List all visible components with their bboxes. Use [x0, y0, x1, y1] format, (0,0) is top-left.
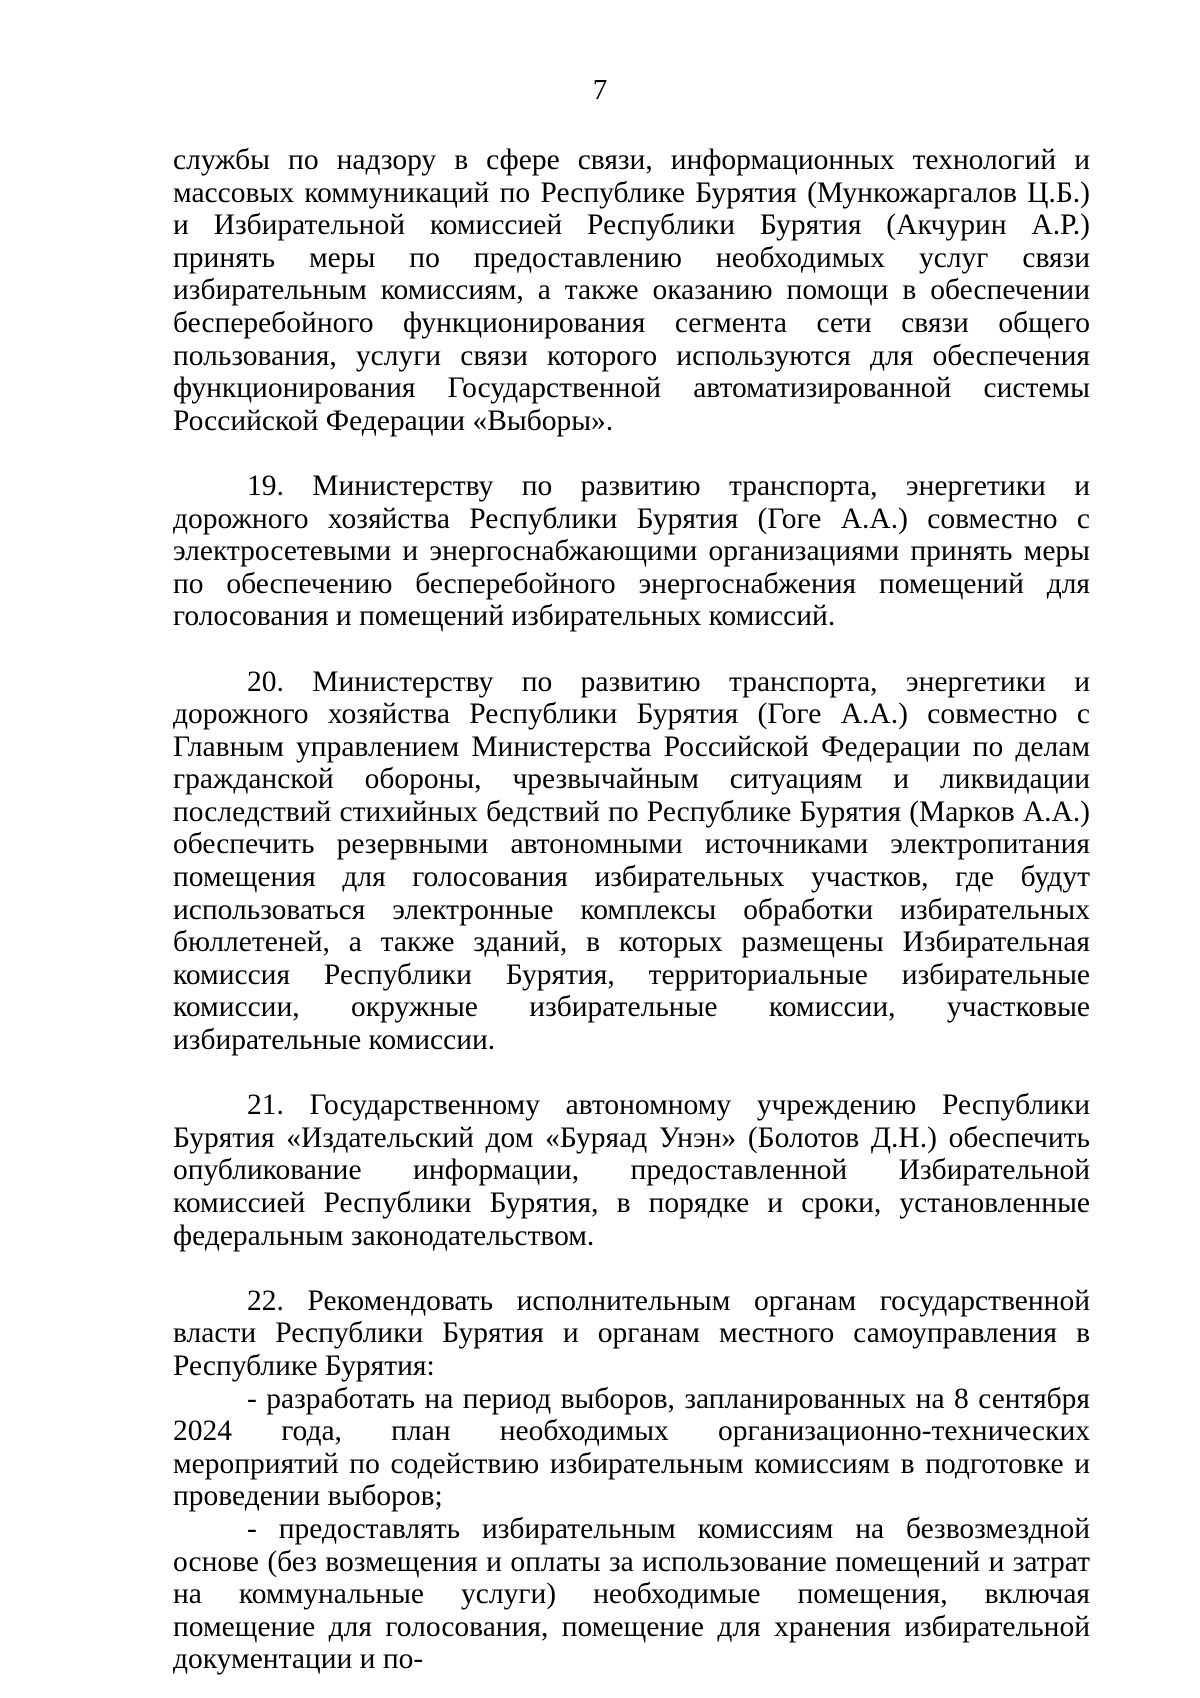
paragraph-item-19: 19. Министерству по развитию транспорта, энергетики и дорожного хозяйства Республики Бурятия (Гоге А.А.) совместно с электросетевыми и энергоснабжающими организациями принять меры по обеспечению бесперебойного энергоснабжения помещений для голосования и помещений избирательных комиссий.: [173, 469, 1090, 633]
paragraph-item-21: 21. Государственному автономному учреждению Республики Бурятия «Издательский дом «Буряад Унэн» (Болотов Д.Н.) обеспечить опубликование информации, предоставленной Избирательной комиссией Республики Бурятия, в порядке и сроки, установленные федеральным законодательством.: [173, 1089, 1090, 1252]
page-number: 7: [592, 74, 608, 106]
paragraph-continuation: службы по надзору в сфере связи, информационных технологий и массовых коммуникаций по Республике Бурятия (Мункожаргалов Ц.Б.) и Избирательной комиссией Республики Бурятия (Акчурин А.Р.) принять меры по предоставлению необходимых услуг связи избирательным комиссиям, а также оказанию помощи в обеспечении бесперебойного функционирования сегмента сети связи общего пользования, услуги связи которого используются для обеспечения функционирования Государственной автоматизированной системы Российской Федерации «Выборы».: [173, 144, 1090, 437]
paragraph-item-20: 20. Министерству по развитию транспорта, энергетики и дорожного хозяйства Республики Бурятия (Гоге А.А.) совместно с Главным управлением Министерства Российской Федерации по делам гражданской обороны, чрезвычайным ситуациям и ликвидации последствий стихийных бедствий по Республике Бурятия (Марков А.А.) обеспечить резервными автономными источниками электропитания помещения для голосования избирательных участков, где будут использоваться электронные комплексы обработки избирательных бюллетеней, а также зданий, в которых размещены Избирательная комиссия Республики Бурятия, территориальные избирательные комиссии, окружные избирательные комиссии, участковые избирательные комиссии.: [173, 665, 1090, 1057]
list-item-premises: - предоставлять избирательным комиссиям на безвозмездной основе (без возмещения и оплаты за использование помещений и затрат на коммунальные услуги) необходимые помещения, включая помещение для голосования, помещение для хранения избирательной документации и по-: [173, 1512, 1090, 1676]
list-item-plan: - разработать на период выборов, запланированных на 8 сентября 2024 года, план необходимых организационно-технических мероприятий по содействию избирательным комиссиям в подготовке и проведении выборов;: [173, 1382, 1090, 1513]
document-body: [173, 144, 1090, 1676]
paragraph-item-22: 22. Рекомендовать исполнительным органам государственной власти Республики Бурятия и органам местного самоуправления в Республике Бурятия:: [173, 1284, 1090, 1382]
